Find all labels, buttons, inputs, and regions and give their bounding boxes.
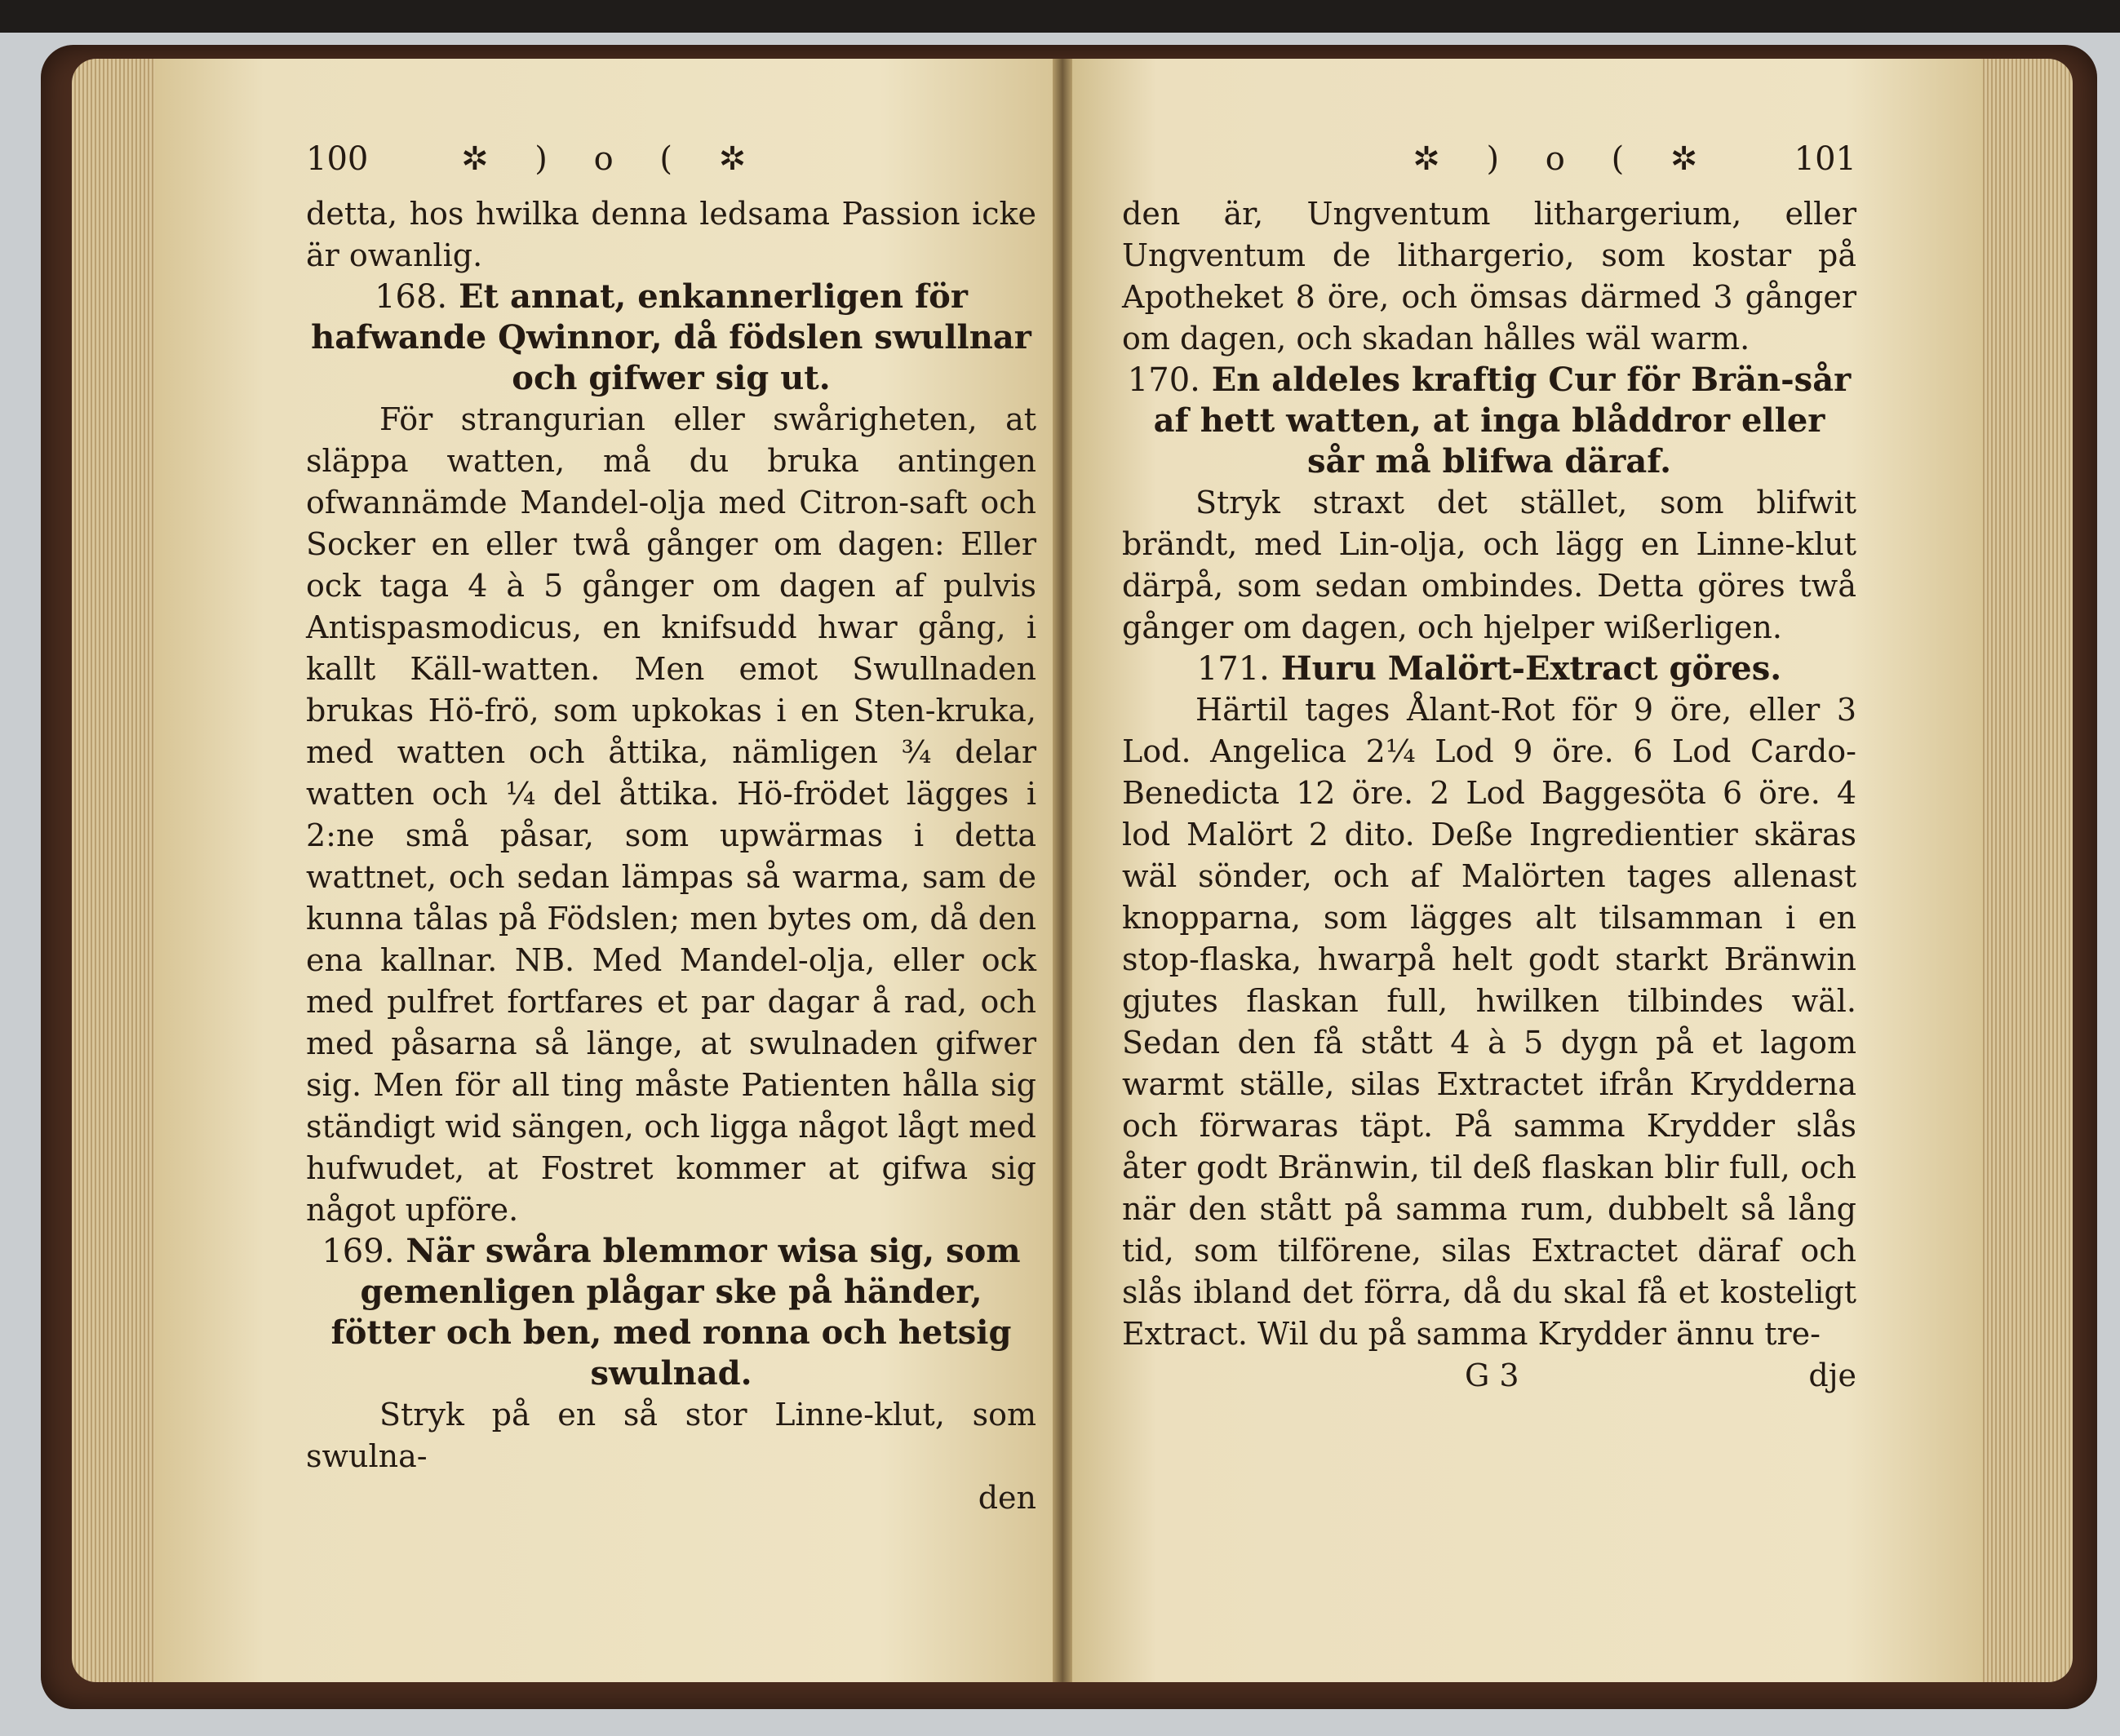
ornament-left: ✲ ) o ( ✲ (461, 140, 765, 178)
section-title-169: När swåra blemmor wisa sig, som gemenligen plågar ske på händer, fötter och ben, med ronna och hetsig swulnad. (330, 1232, 1021, 1393)
section-number-170: 170. (1127, 361, 1200, 399)
paragraph-168: För strangurian eller swårigheten, at släppa watten, må du bruka antingen ofwannämde Mandel-olja med Citron-saft och Socker en eller twå gånger om dagen: Eller ock taga 4 à 5 gånger om dagen af pulvis Antispasmodicus, en knifsudd hwar gång, i kallt Käll-watten. Men emot Swullnaden brukas Hö-frö, som upkokas i en Sten-kruka, med watten och åttika, nämligen ¾ delar watten och ¼ del åttika. Hö-frödet lägges i 2:ne små påsar, som upwärmas i detta wattnet, och sedan lämpas så warma, sam de kunna tålas på Födslen; men bytes om, då den ena kallnar. NB. Med Mandel-olja, eller ock med pulfret fortfares et par dagar å rad, och med påsarna så länge, at swulnaden gifwer sig. Men för all ting måste Patienten hålla sig ständigt wid sängen, och ligga något lågt med hufwudet, at Fostret kommer at gifwa sig något upföre. (306, 401, 1036, 1228)
paragraph-171: Härtil tages Ålant-Rot för 9 öre, eller 3 Lod. Angelica 2¼ Lod 9 öre. 6 Lod Cardo-Benedicta 12 öre. 2 Lod Baggesöta 6 öre. 4 lod Malört 2 dito. Deße Ingredientier skäras wäl sönder, och af Malörten tages allenast knopparna, som lägges alt tilsamman i en stop-flaska, hwarpå helt godt starkt Bränwin gjutes flaskan full, hwilken tilbindes wäl. Sedan den få stått 4 à 5 dygn på et lagom warmt ställe, silas Extractet ifrån Krydderna och förwaras täpt. På samma Krydder slås åter godt Bränwin, til deß flaskan blir full, och när den stått på samma rum, dubbelt så lång tid, som tilförene, silas Extractet däraf och slås ibland det förra, då du skal få et kosteligt Extract. Wil du på samma Krydder ännu tre- (1122, 692, 1856, 1352)
right-page-edges (1975, 59, 2073, 1682)
signature-line (1122, 1355, 1856, 1397)
page-number-left: 100 (306, 140, 369, 178)
section-heading-169 (306, 1231, 1036, 1394)
section-title-171: Huru Malört-Extract göres. (1280, 649, 1782, 688)
section-number-169: 169. (322, 1233, 395, 1270)
paragraph-169: Stryk på en så stor Linne-klut, som swulna- (306, 1397, 1036, 1474)
catchword-right: dje (1808, 1357, 1856, 1393)
left-page-edges (72, 59, 162, 1682)
catchword-left: den (978, 1480, 1036, 1516)
left-running-head (306, 139, 1036, 180)
section-number-171: 171. (1196, 650, 1270, 688)
page-number-right: 101 (1794, 140, 1856, 178)
section-number-168: 168. (375, 278, 448, 316)
paragraph-170: Stryk straxt det stället, som blifwit brändt, med Lin-olja, och lägg en Linne-klut därpå, som sedan ombindes. Detta göres twå gånger om dagen, och hjelper wißerligen. (1122, 485, 1856, 645)
section-title-170: En aldeles kraftig Cur för Brän-sår af hett watten, at inga blåddror eller sår må blifwa däraf. (1153, 361, 1852, 480)
section-heading-170 (1122, 360, 1856, 482)
signature-mark: G 3 (1465, 1357, 1519, 1393)
right-running-head (1122, 139, 1856, 180)
section-heading-168 (306, 277, 1036, 399)
scanner-top-bar (0, 0, 2120, 33)
continued-text-left: detta, hos hwilka denna ledsama Passion icke är owanlig. (306, 196, 1036, 273)
section-title-168: Et annat, enkannerligen för hafwande Qwinnor, då födslen swullnar och gifwer sig ut. (311, 277, 1031, 397)
right-page-text (1122, 139, 1856, 1397)
left-page-text (306, 139, 1036, 1519)
section-heading-171 (1122, 649, 1856, 689)
continued-text-right: den är, Ungventum lithargerium, eller Ungventum de lithargerio, som kostar på Apotheket 8 öre, och ömsas därmed 3 gånger om dagen, och skadan hålles wäl warm. (1122, 196, 1856, 356)
ornament-right: ✲ ) o ( ✲ (1413, 140, 1716, 178)
book-gutter (1053, 59, 1072, 1682)
